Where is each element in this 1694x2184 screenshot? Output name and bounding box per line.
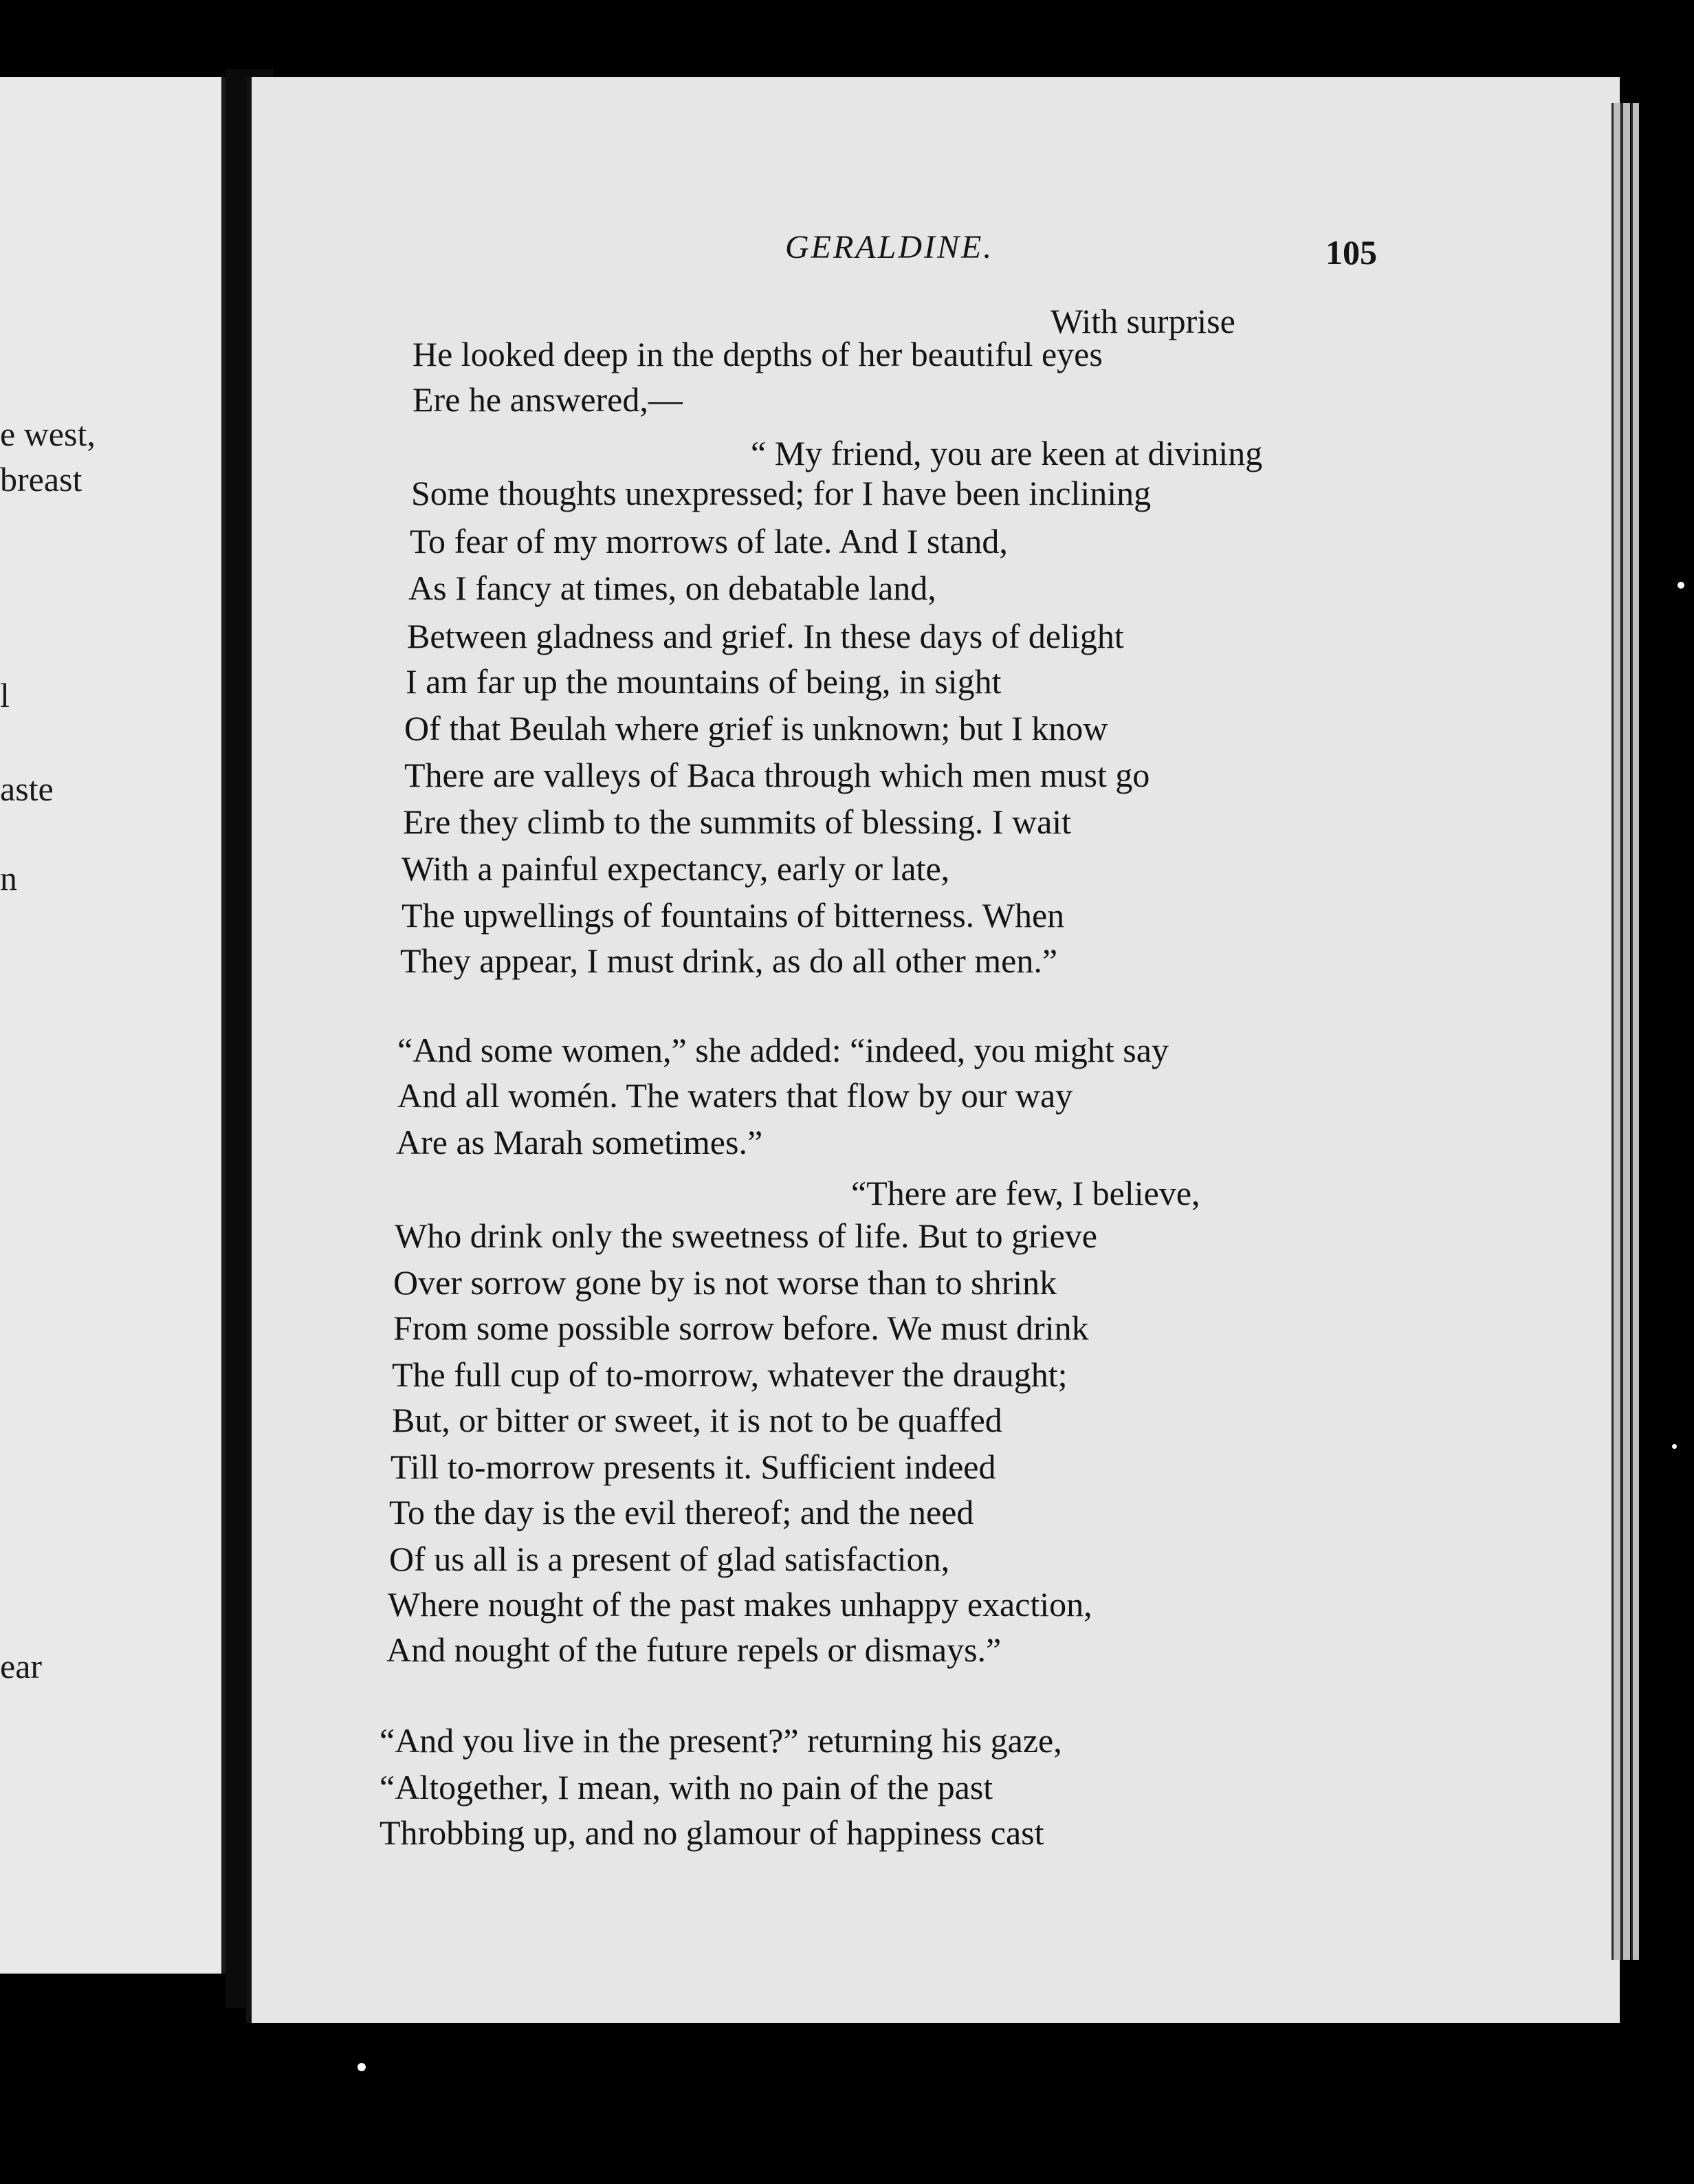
verse-line: Over sorrow gone by is not worse than to shrink [393,1263,1057,1302]
verse-line: Ere they climb to the summits of blessing. I wait [403,802,1072,841]
verse-line: To fear of my morrows of late. And I stand, [410,522,1008,560]
verse-line: The full cup of to-morrow, whatever the draught; [392,1355,1068,1394]
verse-line: And all womén. The waters that flow by our way [397,1076,1073,1115]
scan-speck [1672,1444,1677,1449]
left-page-line: n [0,859,17,897]
left-page-line: l [0,676,10,714]
verse-line: Ere he answered,— [412,380,683,419]
verse-line: “And some women,” she added: “indeed, you might say [397,1031,1169,1069]
verse-line: Some thoughts unexpressed; for I have been inclining [411,474,1152,512]
left-page-line: breast [0,460,82,499]
verse-line: From some possible sorrow before. We must drink [393,1309,1089,1347]
verse-line: He looked deep in the depths of her beautiful eyes [412,335,1103,373]
scan-speck [1678,582,1684,589]
verse-line: Throbbing up, and no glamour of happiness cast [380,1813,1044,1852]
left-page-line: e west, [0,415,96,453]
verse-line: “Altogether, I mean, with no pain of the past [380,1768,993,1806]
left-page-line: ear [0,1647,43,1685]
verse-line: There are valleys of Baca through which men must go [404,756,1150,794]
verse-line: “ My friend, you are keen at divining [751,434,1263,472]
verse-line: But, or bitter or sweet, it is not to be quaffed [392,1401,1002,1439]
verse-line: They appear, I must drink, as do all other men.” [400,941,1058,980]
verse-line: Of us all is a present of glad satisfaction, [389,1540,950,1578]
verse-line: I am far up the mountains of being, in sight [406,662,1002,701]
scan-border [1639,0,1694,2184]
verse-line: “And you live in the present?” returning his gaze, [380,1721,1062,1760]
verse-line: Till to-morrow presents it. Sufficient indeed [390,1448,996,1486]
verse-line: And nought of the future repels or dismays.” [386,1630,1002,1669]
running-title: GERALDINE. [785,229,994,265]
verse-line: The upwellings of fountains of bitterness. When [402,896,1065,935]
previous-page-fragment [0,77,226,1974]
verse-line: With surprise [1050,302,1235,340]
verse-line: To the day is the evil thereof; and the need [389,1493,974,1531]
verse-line: Are as Marah sometimes.” [396,1123,763,1161]
scan-speck [358,2063,366,2071]
page-number: 105 [1326,233,1377,272]
page-edge [1621,103,1630,1960]
verse-line: Who drink only the sweetness of life. But to grieve [395,1216,1097,1255]
page-edge [1612,103,1620,1960]
left-page-line: aste [0,769,54,808]
verse-line: “There are few, I believe, [851,1174,1200,1212]
verse-line: Where nought of the past makes unhappy exaction, [388,1585,1092,1624]
verse-line: Of that Beulah where grief is unknown; but I know [404,709,1108,747]
verse-line: As I fancy at times, on debatable land, [408,569,936,607]
verse-line: Between gladness and grief. In these days of delight [407,617,1124,655]
verse-line: With a painful expectancy, early or late, [402,849,950,888]
